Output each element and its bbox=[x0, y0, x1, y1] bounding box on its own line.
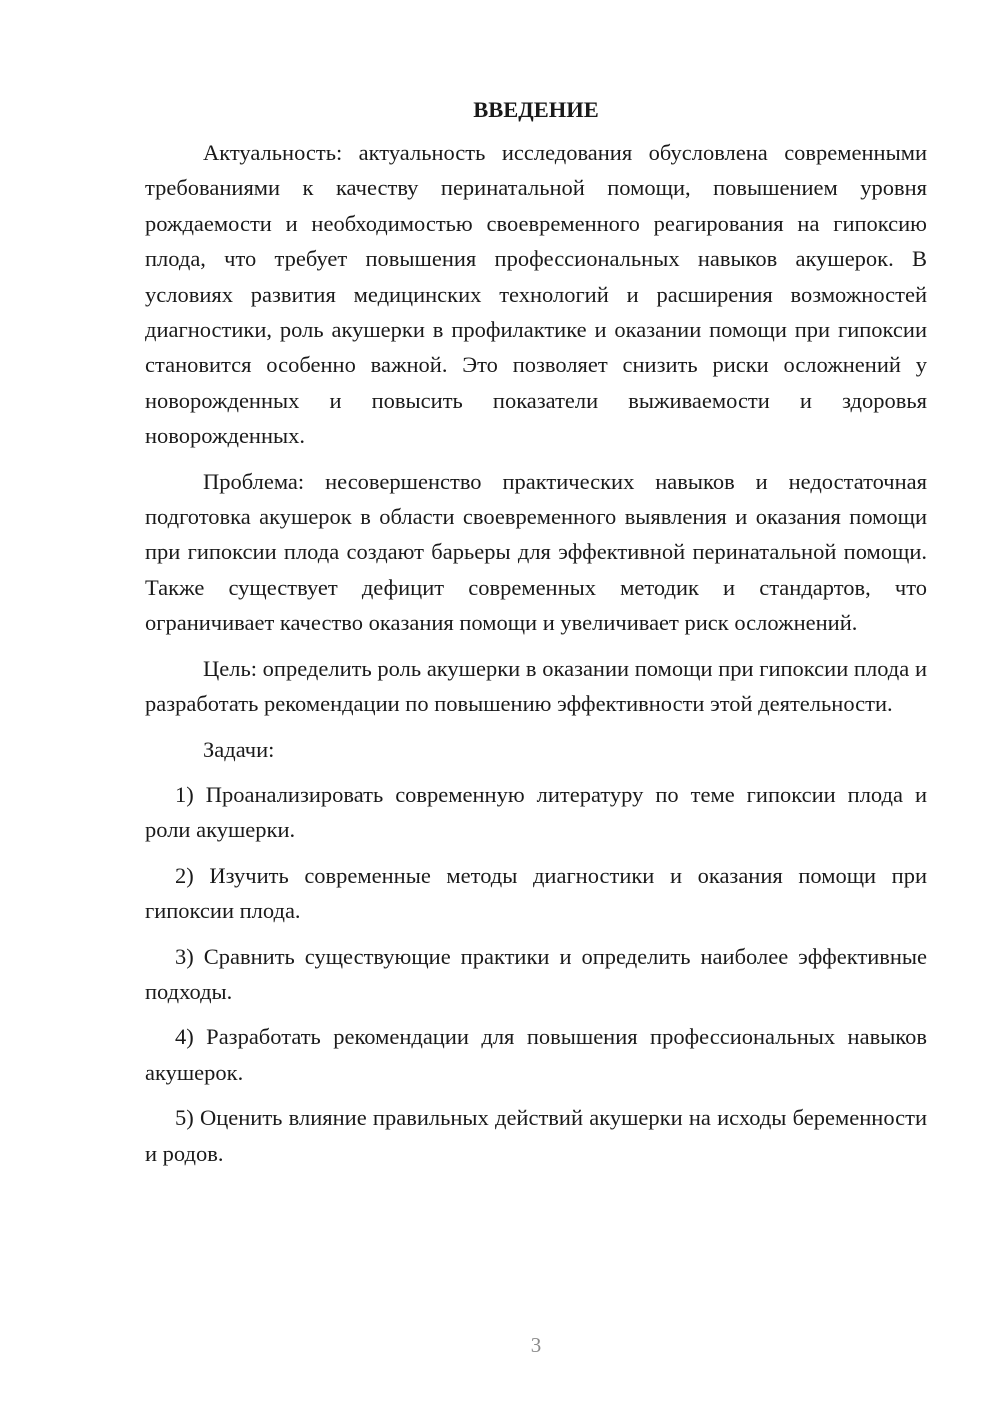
page-content bbox=[145, 95, 927, 1181]
tasks-label: Задачи: bbox=[203, 736, 275, 762]
task-item: 1) Проанализировать современную литературу по теме гипоксии плода и роли акушерки. bbox=[145, 781, 927, 843]
task-item: 4) Разработать рекомендации для повышения профессиональных навыков акушерок. bbox=[145, 1024, 927, 1085]
task-item: 2) Изучить современные методы диагностики и оказания помощи при гипоксии плода. bbox=[145, 862, 927, 924]
relevance-paragraph: Актуальность: актуальность исследования обусловлена современными требованиями к качеству перинатальной помощи, повышением уровня рождаемости и необходимостью своевременного реагирования на гипоксию плода, что требует повышения профессиональных навыков акушерок. В условиях развития медицинских технологий и расширения возможностей диагностики, роль акушерки в профилактике и оказании помощи при гипоксии становится особенно важной. Это позволяет снизить риски осложнений у новорожденных и повысить показатели выживаемости и здоровья новорожденных. bbox=[145, 140, 927, 449]
page-number: 3 bbox=[530, 1333, 542, 1357]
task-item: 3) Сравнить существующие практики и определить наиболее эффективные подходы. bbox=[145, 943, 927, 1004]
section-title: ВВЕДЕНИЕ bbox=[473, 97, 599, 122]
task-item: 5) Оценить влияние правильных действий акушерки на исходы беременности и родов. bbox=[145, 1105, 927, 1166]
problem-paragraph: Проблема: несовершенство практических навыков и недостаточная подготовка акушерок в области своевременного выявления и оказания помощи при гипоксии плода создают барьеры для эффективной перинатальной помощи. Также существует дефицит современных методик и стандартов, что ограничивает качество оказания помощи и увеличивает риск осложнений. bbox=[145, 468, 927, 636]
goal-paragraph: Цель: определить роль акушерки в оказании помощи при гипоксии плода и разработать рекомендации по повышению эффективности этой деятельности. bbox=[145, 655, 927, 717]
